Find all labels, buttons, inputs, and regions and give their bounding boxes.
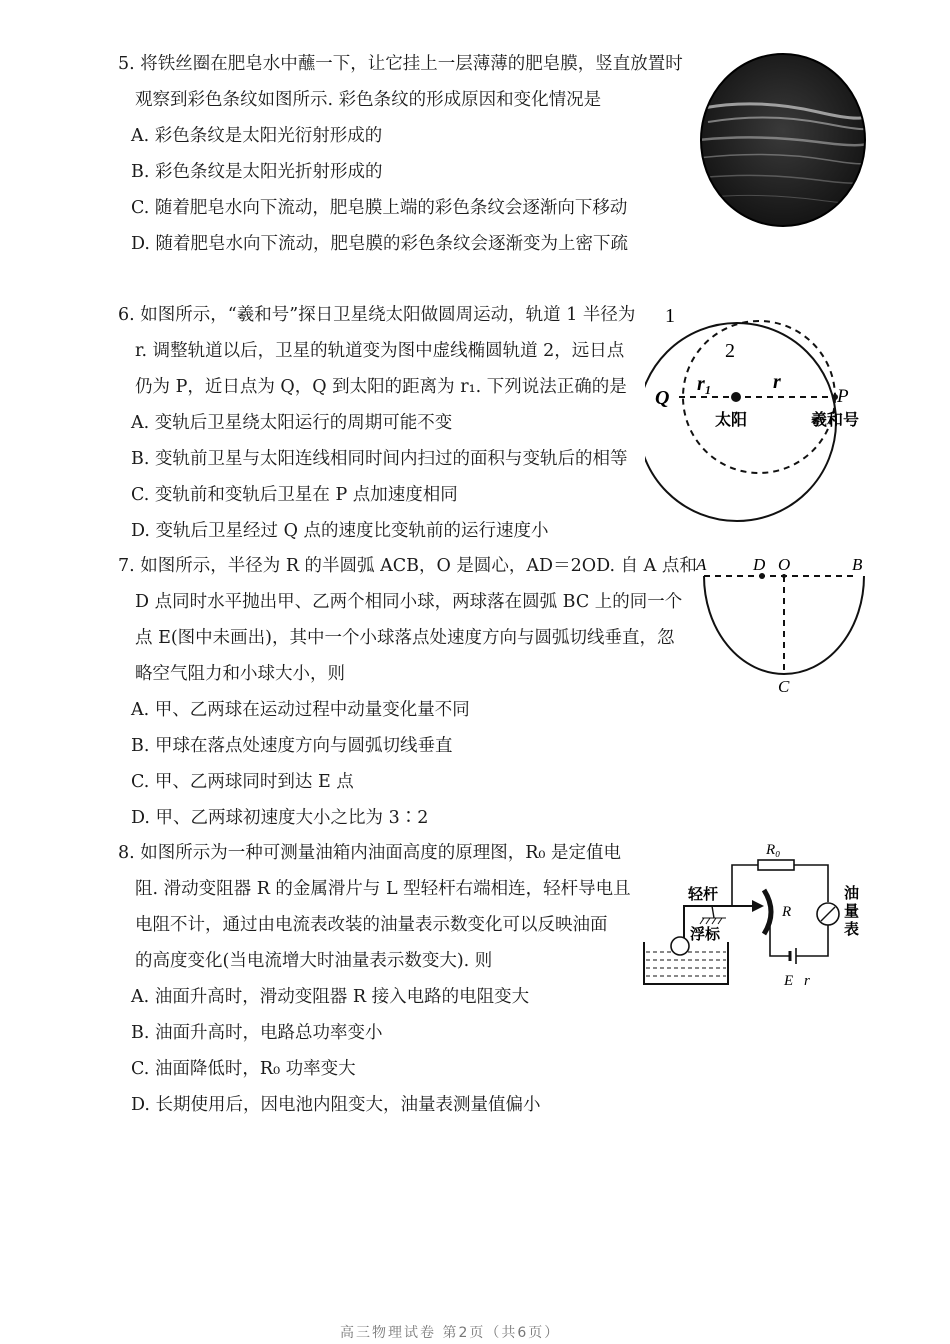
question-8-stem-line-4: 的高度变化(当电流增大时油量表示数变大). 则 [135, 951, 493, 971]
sun-dot [731, 392, 741, 402]
question-5-option-c: C. 随着肥皂水向下流动，肥皂膜上端的彩色条纹会逐渐向下移动 [131, 198, 628, 218]
question-5-stem-line-1: 5. 将铁丝圈在肥皂水中蘸一下，让它挂上一层薄薄的肥皂膜，竖直放置时 [118, 54, 683, 74]
rod-label: 轻杆 [688, 885, 719, 903]
question-6-option-b: B. 变轨前卫星与太阳连线相同时间内扫过的面积与变轨后的相等 [131, 449, 628, 469]
float-ball [671, 937, 689, 955]
question-6 [118, 297, 635, 549]
question-5-option-a: A. 彩色条纹是太阳光衍射形成的 [131, 126, 383, 146]
question-8 [118, 835, 631, 1123]
wire-right-down [796, 925, 828, 956]
question-8-option-a: A. 油面升高时，滑动变阻器 R 接入电路的电阻变大 [131, 987, 530, 1007]
page-footer: 高三物理试卷 第2页（共6页） [340, 1325, 561, 1341]
question-8-stem-line-2: 阻. 滑动变阻器 R 的金属滑片与 L 型轻杆右端相连，轻杆导电且 [135, 879, 631, 899]
variable-resistor [764, 890, 771, 934]
r0-label: R₀ [766, 842, 781, 858]
question-7-option-a: A. 甲、乙两球在运动过程中动量变化量不同 [131, 700, 470, 720]
question-8-stem-line-3: 电阻不计，通过由电流表改装的油量表示数变化可以反映油面 [135, 915, 608, 935]
r-resistor-label: R [782, 904, 792, 920]
orbit-1-label: 1 [665, 305, 675, 327]
point-b-label: B [852, 555, 863, 574]
question-7-stem-line-2: D 点同时水平抛出甲、乙两个相同小球，两球落在圆弧 BC 上的同一个 [135, 592, 683, 612]
question-5-option-d: D. 随着肥皂水向下流动，肥皂膜的彩色条纹会逐渐变为上密下疏 [131, 234, 629, 254]
slider-arrow [752, 900, 764, 912]
question-8-option-c: C. 油面降低时，R₀ 功率变大 [131, 1059, 356, 1079]
gauge-label-char-3: 表 [844, 920, 860, 938]
semicircle-diagram [692, 552, 872, 697]
question-7-stem-line-3: 点 E(图中未画出)，其中一个小球落点处速度方向与圆弧切线垂直，忽 [135, 628, 675, 648]
point-a-label: A [696, 555, 707, 574]
point-d-label: D [753, 555, 766, 574]
question-6-stem-line-2: r. 调整轨道以后，卫星的轨道变为图中虚线椭圆轨道 2，远日点 [135, 341, 625, 361]
question-7-option-c: C. 甲、乙两球同时到达 E 点 [131, 772, 354, 792]
question-5 [118, 46, 683, 262]
question-8-stem-line-1: 8. 如图所示为一种可测量油箱内油面高度的原理图，R₀ 是定值电 [118, 843, 622, 863]
question-5-option-b: B. 彩色条纹是太阳光折射形成的 [131, 162, 383, 182]
q-point-label: Q [655, 387, 670, 409]
question-7 [118, 548, 697, 836]
oil-gauge-circuit [640, 838, 870, 998]
e-label: E [784, 973, 794, 989]
question-6-option-a: A. 变轨后卫星绕太阳运行的周期可能不变 [131, 413, 453, 433]
point-o-label: O [778, 555, 791, 574]
r0-resistor [758, 860, 794, 870]
point-c-label: C [778, 677, 790, 696]
question-7-stem-line-1: 7. 如图所示，半径为 R 的半圆弧 ACB，O 是圆心，AD＝2OD. 自 A 点和 [118, 556, 697, 576]
question-6-option-c: C. 变轨前和变轨后卫星在 P 点加速度相同 [131, 485, 458, 505]
question-6-option-d: D. 变轨后卫星经过 Q 点的速度比变轨前的运行速度小 [131, 521, 549, 541]
r1-label: r₁ [697, 373, 712, 395]
wire-top-left [732, 865, 758, 900]
sun-label: 太阳 [715, 410, 748, 429]
p-point-label: P [837, 386, 849, 407]
pivot-hatch [700, 918, 726, 924]
gauge-label-char-1: 油 [844, 884, 860, 902]
satellite-label: 羲和号 [811, 410, 860, 429]
orbit-diagram [645, 300, 875, 545]
soap-film-photo [698, 50, 868, 230]
question-7-stem-line-4: 略空气阻力和小球大小，则 [135, 664, 345, 684]
question-5-stem-line-2: 观察到彩色条纹如图所示. 彩色条纹的形成原因和变化情况是 [135, 90, 602, 110]
wire-bottom [770, 918, 790, 956]
question-8-option-d: D. 长期使用后，因电池内阻变大，油量表测量值偏小 [131, 1095, 541, 1115]
gauge-label-char-2: 量 [844, 902, 860, 920]
oil-surface [646, 952, 726, 976]
r-label: r [773, 371, 781, 393]
question-7-option-b: B. 甲球在落点处速度方向与圆弧切线垂直 [131, 736, 453, 756]
point-o-dot [782, 574, 786, 578]
question-6-stem-line-3: 仍为 P，近日点为 Q，Q 到太阳的距离为 r₁. 下列说法正确的是 [135, 377, 627, 397]
internal-r-label: r [804, 973, 810, 989]
question-6-stem-line-1: 6. 如图所示，“羲和号”探日卫星绕太阳做圆周运动，轨道 1 半径为 [118, 305, 636, 325]
wire-top-right [794, 865, 828, 902]
float-label: 浮标 [690, 925, 721, 943]
question-7-option-d: D. 甲、乙两球初速度大小之比为 3∶2 [131, 808, 429, 828]
orbit-2-label: 2 [725, 340, 735, 362]
question-8-option-b: B. 油面升高时，电路总功率变小 [131, 1023, 383, 1043]
